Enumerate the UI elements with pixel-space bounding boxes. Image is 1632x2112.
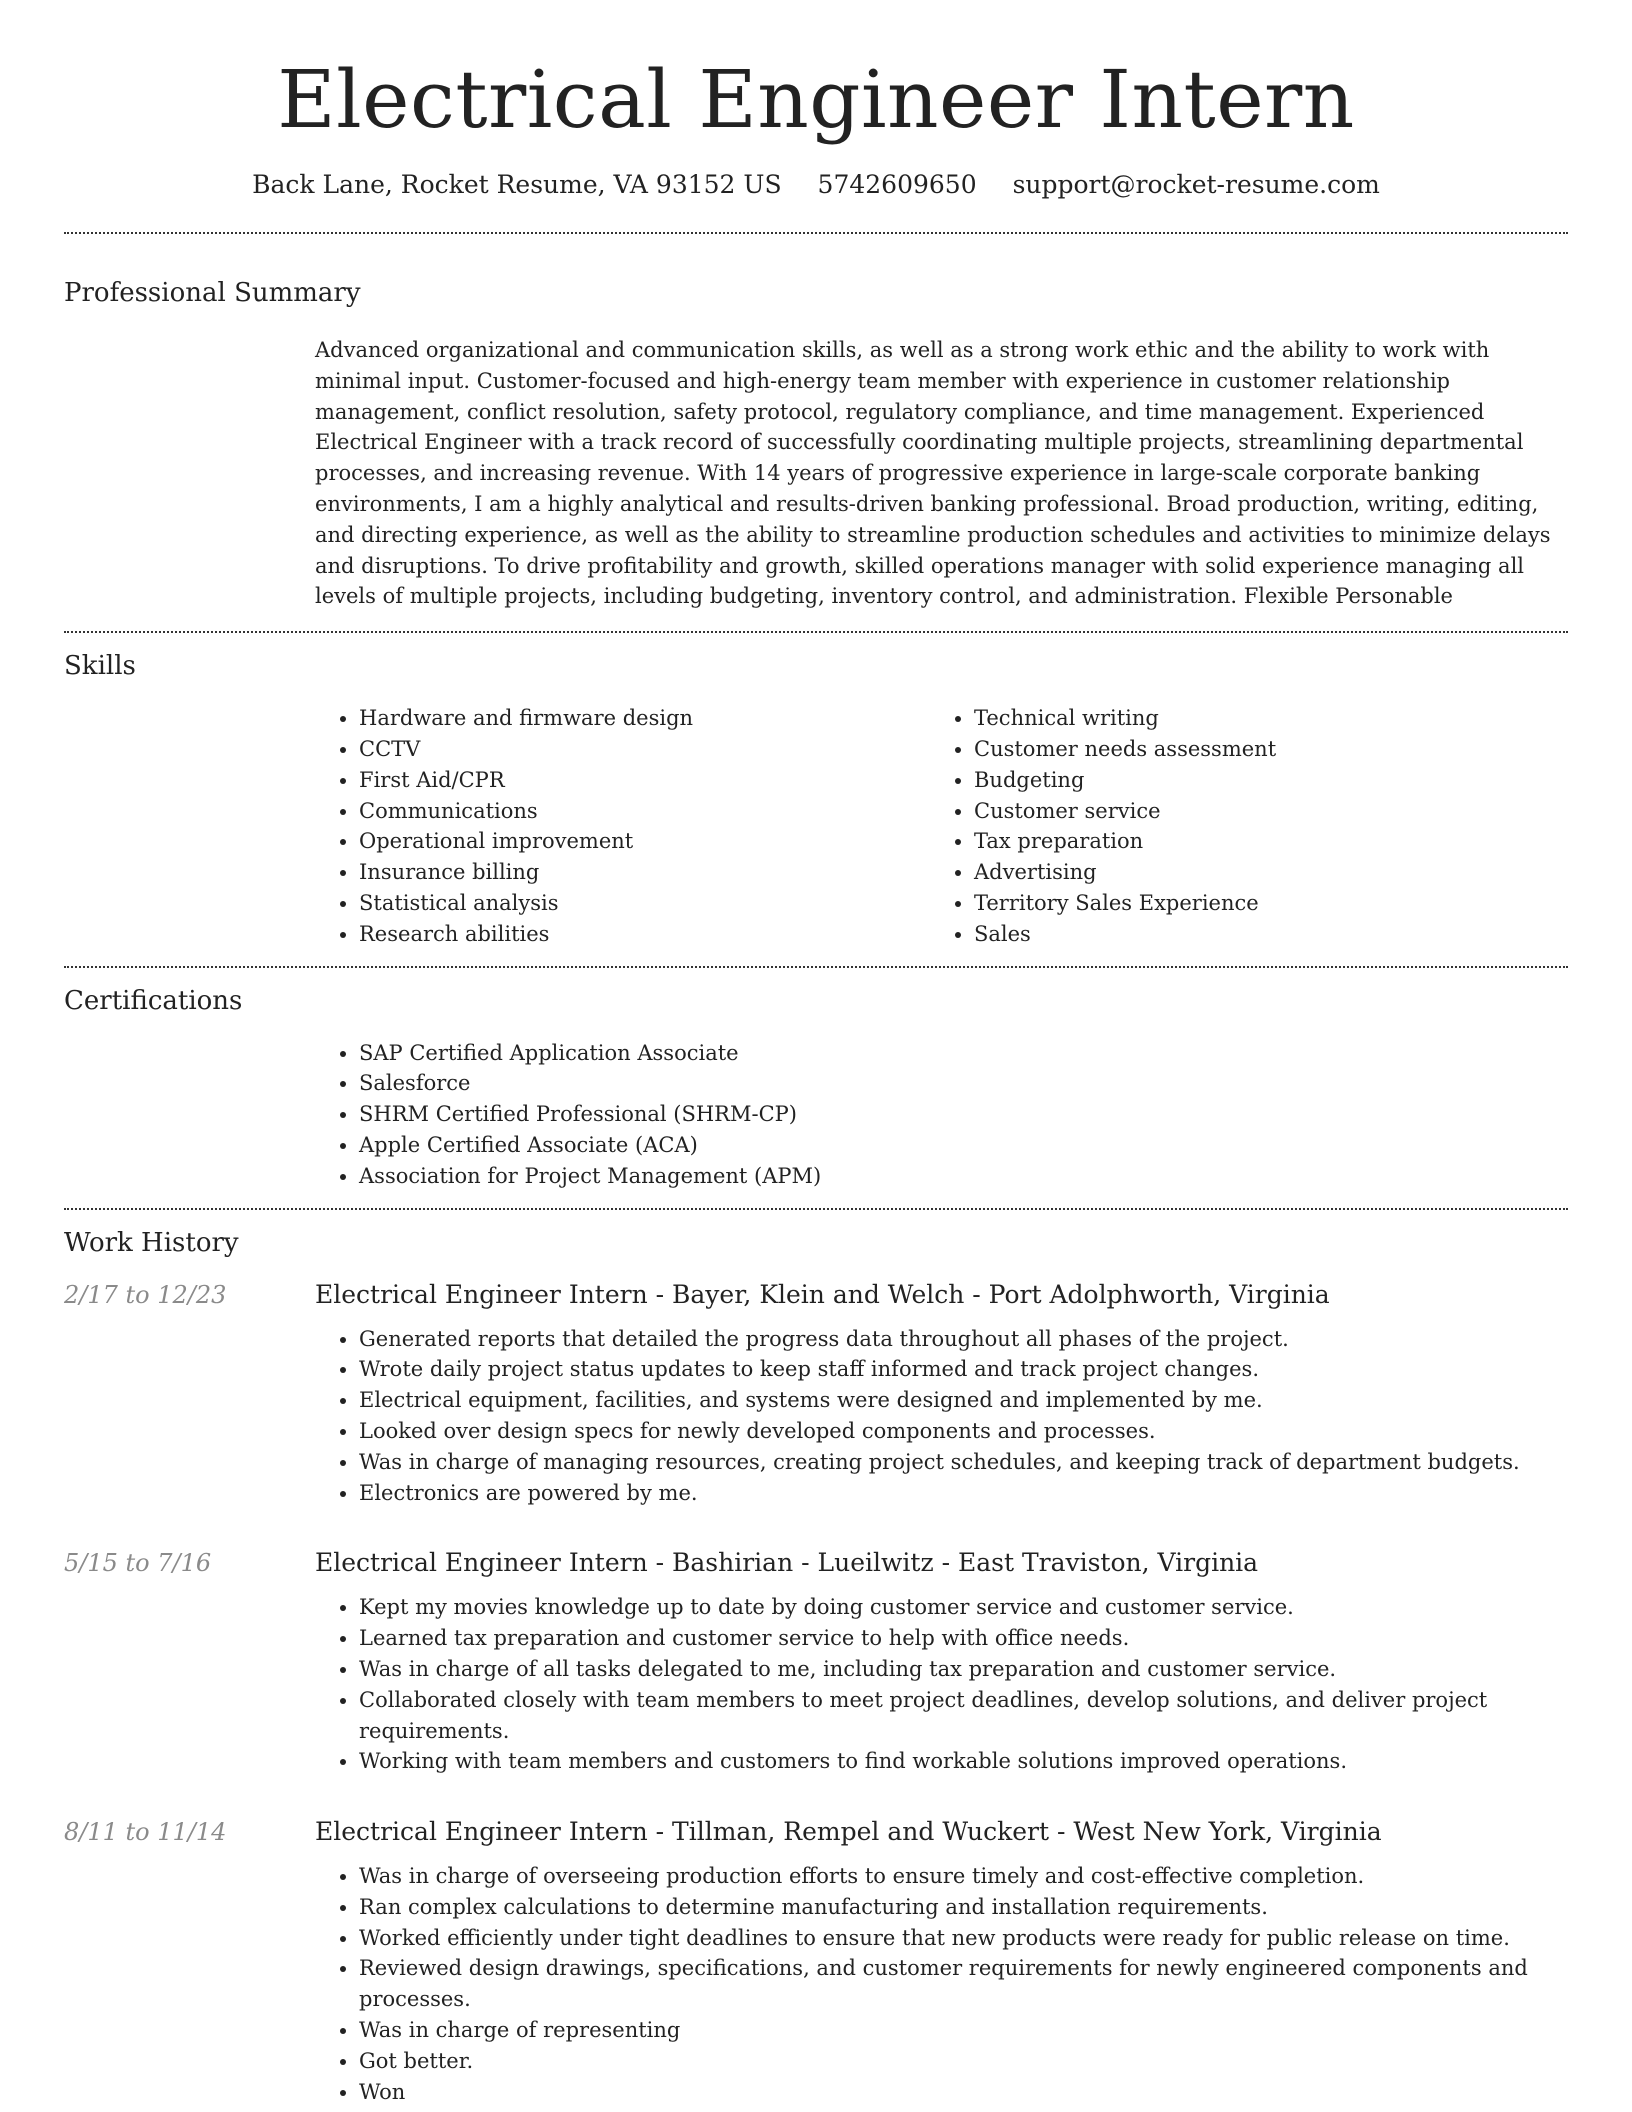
summary-text: Advanced organizational and communication skills, as well as a strong work ethic and the ability to work with minimal input. Customer-focused and high-energy team member with experience in customer relationship management, conflict resolution, safety protocol, regulatory compliance, and time management. Experienced Electrical Engineer with a track record of successfully coordinating multiple projects, streamlining departmental processes, and increasing revenue. With 14 years of progressive experience in large-scale corporate banking environments, I am a highly analytical and results-driven banking professional. Broad production, writing, editing, and directing experience, as well as the ability to streamline production schedules and activities to minimize delays and disruptions. To drive profitability and growth, skilled operations manager with solid experience managing all levels of multiple projects, including budgeting, inventory control, and administration. Flexible Personable (315, 338, 1551, 609)
list-item: • Apple Certified Associate (ACA) (359, 1130, 1568, 1161)
job-title: Electrical Engineer Intern - Tillman, Rempel and Wuckert - West New York, Virginia (315, 1817, 1382, 1847)
skills-section (64, 633, 1568, 949)
list-item: • Research abilities (359, 919, 930, 950)
job-bullets (315, 1861, 1568, 2107)
list-item: • SAP Certified Application Associate (359, 1038, 1568, 1069)
skills-left-column (315, 703, 930, 949)
certifications-section (64, 968, 1568, 1192)
list-item: • CCTV (359, 734, 930, 765)
list-item: • Association for Project Management (APM) (359, 1161, 1568, 1192)
list-item: • Customer needs assessment (974, 734, 1545, 765)
list-item: • SHRM Certified Professional (SHRM-CP) (359, 1099, 1568, 1130)
job-bullets (315, 1592, 1568, 1777)
list-item: • Budgeting (974, 765, 1545, 796)
job-title: Electrical Engineer Intern - Bashirian - Lueilwitz - East Traviston, Virginia (315, 1548, 1259, 1578)
job-dates: 5/15 to 7/16 (64, 1549, 212, 1578)
list-item: • Was in charge of representing (359, 2015, 1568, 2046)
list-item: • Learned tax preparation and customer service to help with office needs. (359, 1623, 1568, 1654)
list-item: • Worked efficiently under tight deadlines to ensure that new products were ready for public release on time. (359, 1923, 1568, 1954)
list-item: • Tax preparation (974, 826, 1545, 857)
job-body (315, 1278, 1568, 1509)
list-item: • Reviewed design drawings, specifications, and customer requirements for newly engineered components and processes. (359, 1953, 1568, 2015)
certifications-list (315, 1038, 1568, 1192)
contact-line (64, 168, 1568, 202)
list-item: • Working with team members and customers to find workable solutions improved operations. (359, 1746, 1568, 1777)
list-item: • Kept my movies knowledge up to date by doing customer service and customer service. (359, 1592, 1568, 1623)
work-history-section (64, 1210, 1568, 2108)
candidate-name: Electrical Engineer Intern (277, 53, 1355, 146)
list-item: • Electrical equipment, facilities, and systems were designed and implemented by me. (359, 1385, 1568, 1416)
skills-grid (315, 703, 1568, 949)
list-item: • Won (359, 2077, 1568, 2108)
list-item: • Operational improvement (359, 826, 930, 857)
list-item: • Insurance billing (359, 857, 930, 888)
list-item: • First Aid/CPR (359, 765, 930, 796)
list-item: • Was in charge of managing resources, creating project schedules, and keeping track of department budgets. (359, 1447, 1568, 1478)
job-bullets (315, 1324, 1568, 1509)
list-item: • Hardware and firmware design (359, 703, 930, 734)
summary-title: Professional Summary (64, 278, 361, 308)
work-history-title: Work History (64, 1227, 239, 1258)
list-item: • Customer service (974, 796, 1545, 827)
list-item: • Statistical analysis (359, 888, 930, 919)
contact-address: Back Lane, Rocket Resume, VA 93152 US (252, 170, 782, 199)
list-item: • Sales (974, 919, 1545, 950)
job-entry (64, 1546, 1568, 1777)
list-item: • Wrote daily project status updates to keep staff informed and track project changes. (359, 1354, 1568, 1385)
job-body (315, 1546, 1568, 1777)
contact-phone: 5742609650 (817, 170, 977, 199)
job-dates: 8/11 to 11/14 (64, 1818, 227, 1847)
list-item: • Technical writing (974, 703, 1545, 734)
list-item: • Electronics are powered by me. (359, 1478, 1568, 1509)
list-item: • Advertising (974, 857, 1545, 888)
list-item: • Looked over design specs for newly developed components and processes. (359, 1416, 1568, 1447)
summary-section (64, 276, 1568, 612)
list-item: • Communications (359, 796, 930, 827)
resume-header (64, 0, 1568, 202)
list-item: • Territory Sales Experience (974, 888, 1545, 919)
job-entry (64, 1815, 1568, 2107)
list-item: • Salesforce (359, 1068, 1568, 1099)
skills-title: Skills (64, 651, 136, 682)
list-item: • Generated reports that detailed the progress data throughout all phases of the project. (359, 1324, 1568, 1355)
list-item: • Was in charge of all tasks delegated to me, including tax preparation and customer service. (359, 1654, 1568, 1685)
job-entry (64, 1278, 1568, 1509)
job-title: Electrical Engineer Intern - Bayer, Klein and Welch - Port Adolphworth, Virginia (315, 1279, 1330, 1309)
certifications-title: Certifications (64, 985, 243, 1016)
section-divider (64, 232, 1568, 234)
job-dates: 2/17 to 12/23 (64, 1280, 227, 1309)
list-item: • Ran complex calculations to determine manufacturing and installation requirements. (359, 1892, 1568, 1923)
list-item: • Collaborated closely with team members to meet project deadlines, develop solutions, and deliver project requirements. (359, 1685, 1568, 1747)
list-item: • Got better. (359, 2046, 1568, 2077)
skills-right-column (930, 703, 1545, 949)
list-item: • Was in charge of overseeing production efforts to ensure timely and cost-effective completion. (359, 1861, 1568, 1892)
contact-email: support@rocket-resume.com (1012, 170, 1380, 199)
job-body (315, 1815, 1568, 2107)
